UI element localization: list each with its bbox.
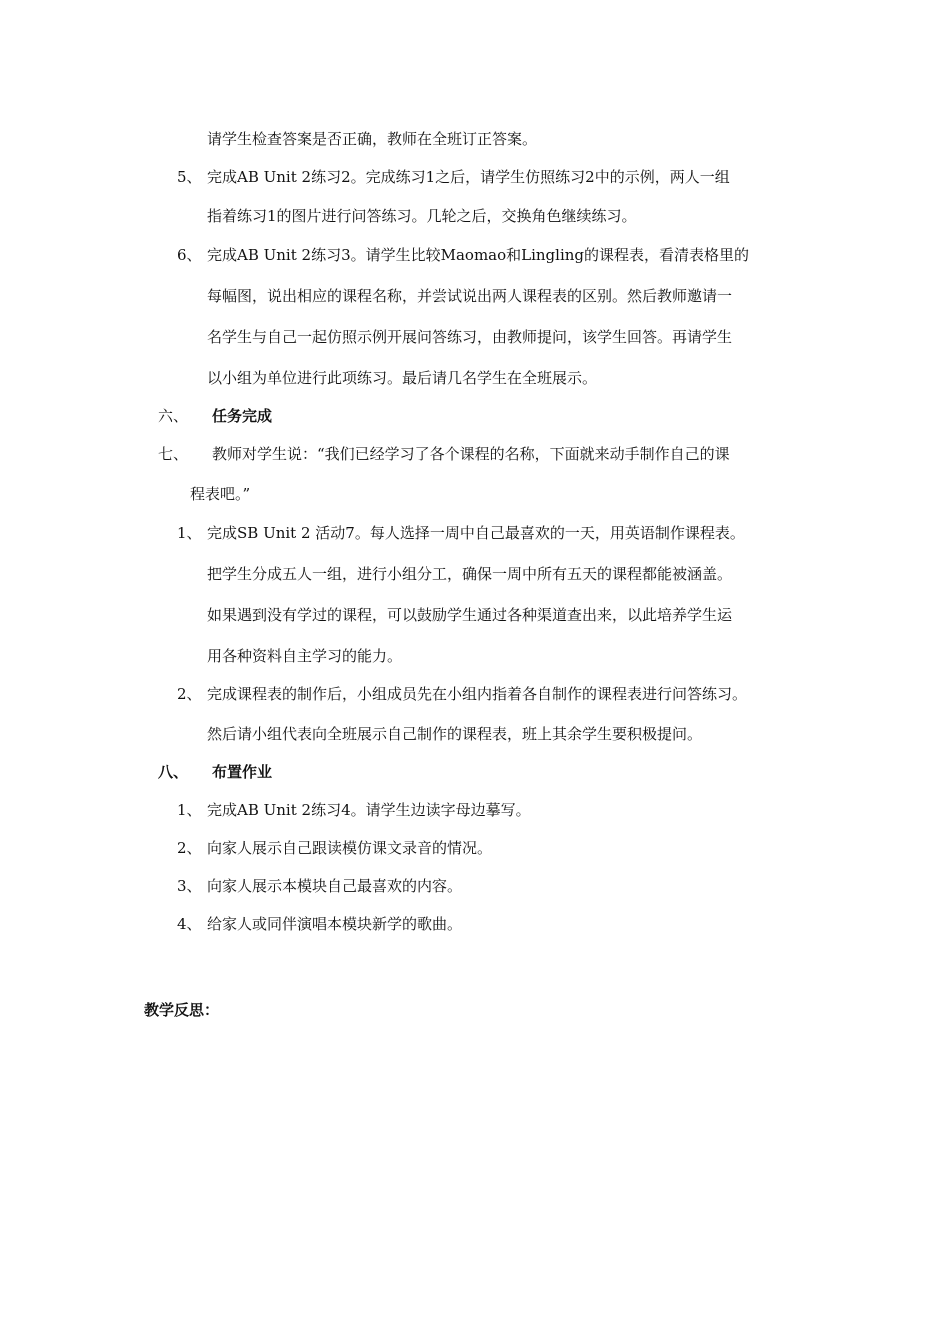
text-line: 向家人展示本模块自己最喜欢的内容。: [207, 877, 463, 895]
text-line: 请学生检查答案是否正确，教师在全班订正答案。: [207, 130, 538, 148]
list-marker: 1、: [177, 524, 202, 542]
text-line: 把学生分成五人一组，进行小组分工，确保一周中所有五天的课程都能被涵盖。: [207, 565, 733, 583]
text-line: 完成AB Unit 2练习2。完成练习1之后，请学生仿照练习2中的示例，两人一组: [207, 168, 730, 186]
text-line: 向家人展示自己跟读模仿课文录音的情况。: [207, 839, 493, 857]
text-line: 如果遇到没有学过的课程，可以鼓励学生通过各种渠道查出来，以此培养学生运: [207, 606, 733, 624]
section-marker: 八、: [158, 763, 189, 781]
text-line: 完成AB Unit 2练习4。请学生边读字母边摹写。: [207, 801, 531, 819]
text-line: 完成AB Unit 2练习3。请学生比较Maomao和Lingling的课程表，看清表格里的: [207, 246, 750, 264]
list-marker: 3、: [177, 877, 202, 895]
list-marker: 4、: [177, 915, 202, 933]
text-line: 完成SB Unit 2 活动7。每人选择一周中自己最喜欢的一天，用英语制作课程表。: [207, 524, 745, 542]
text-line: 名学生与自己一起仿照示例开展问答练习，由教师提问，该学生回答。再请学生: [207, 328, 733, 346]
text-line: 教师对学生说：“我们已经学习了各个课程的名称，下面就来动手制作自己的课: [212, 445, 730, 463]
text-line: 给家人或同伴演唱本模块新学的歌曲。: [207, 915, 463, 933]
reflection-heading: 教学反思：: [144, 1001, 220, 1019]
section-marker: 七、: [158, 445, 189, 463]
list-marker: 1、: [177, 801, 202, 819]
section-heading: 布置作业: [212, 763, 273, 781]
text-line: 用各种资料自主学习的能力。: [207, 647, 403, 665]
section-marker: 六、: [158, 407, 189, 425]
text-line: 程表吧。”: [190, 485, 251, 503]
text-line: 以小组为单位进行此项练习。最后请几名学生在全班展示。: [207, 369, 598, 387]
list-marker: 5、: [177, 168, 202, 186]
section-heading: 任务完成: [212, 407, 273, 425]
list-marker: 2、: [177, 839, 202, 857]
text-line: 完成课程表的制作后，小组成员先在小组内指着各自制作的课程表进行问答练习。: [207, 685, 748, 703]
list-marker: 6、: [177, 246, 202, 264]
text-line: 然后请小组代表向全班展示自己制作的课程表，班上其余学生要积极提问。: [207, 725, 703, 743]
text-line: 指着练习1的图片进行问答练习。几轮之后，交换角色继续练习。: [207, 207, 637, 225]
text-line: 每幅图，说出相应的课程名称，并尝试说出两人课程表的区别。然后教师邀请一: [207, 287, 733, 305]
list-marker: 2、: [177, 685, 202, 703]
